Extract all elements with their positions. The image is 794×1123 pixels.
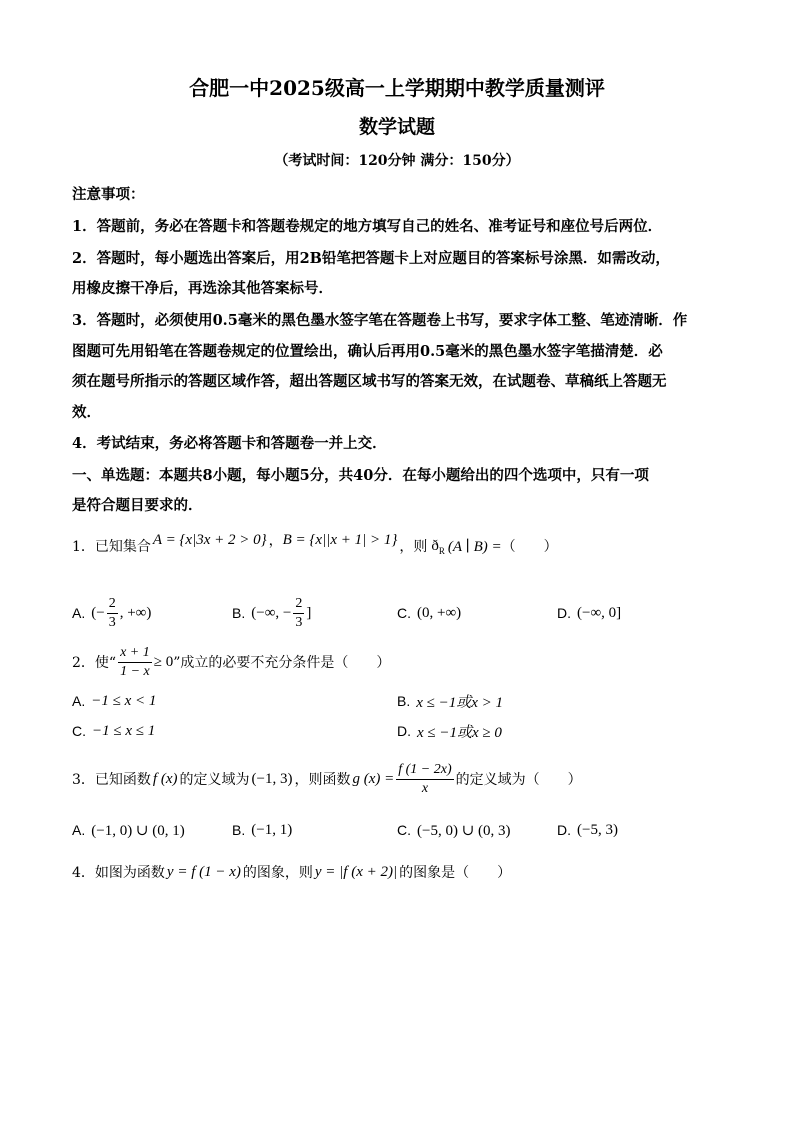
- complement-subscript: R: [438, 546, 445, 556]
- q2-option-d[interactable]: [397, 720, 502, 742]
- option-suffix: , +∞): [119, 604, 152, 621]
- option-value: x ≤ −1或x ≥ 0: [417, 724, 502, 741]
- option-label: A.: [72, 822, 86, 838]
- fraction-numerator: x + 1: [118, 645, 152, 663]
- exam-info: （考试时间：120分钟 满分：150分）: [274, 153, 520, 169]
- q2-option-b[interactable]: [397, 690, 503, 712]
- subject-title: 数学试题: [358, 116, 435, 138]
- q3-option-d[interactable]: [557, 818, 618, 842]
- notice-item: 3．答题时，必须使用0.5毫米的黑色墨水签字笔在答题卷上书写，要求字体工整、笔迹清晰．作: [72, 312, 688, 329]
- q1-option-a[interactable]: [72, 593, 151, 633]
- option-value: (−1, 1): [251, 821, 293, 838]
- question-1: [72, 532, 558, 560]
- option-prefix: (−: [91, 604, 105, 621]
- option-value: −1 ≤ x < 1: [91, 692, 157, 709]
- option-value: (0, +∞): [417, 604, 462, 621]
- notice-item: 须在题号所指示的答题区域作答，超出答题区域书写的答案无效，在试题卷、草稿纸上答题无: [72, 373, 667, 390]
- notice-item: 1．答题前，务必在答题卡和答题卷规定的地方填写自己的姓名、准考证号和座位号后两位．: [72, 218, 663, 235]
- question-number: 1．: [72, 539, 95, 555]
- question-number: 3．: [72, 772, 95, 788]
- fraction-numerator: 2: [107, 596, 118, 614]
- question-4: [72, 860, 511, 884]
- answer-paren: （ ）: [501, 539, 558, 555]
- option-label: C.: [397, 605, 411, 621]
- inequality: ≥ 0: [153, 653, 174, 670]
- function-g-fraction: [396, 762, 453, 797]
- question-number: 2．: [72, 655, 95, 671]
- function-y-f: y = f (1 − x): [166, 863, 241, 880]
- option-value: x ≤ −1或x > 1: [416, 694, 504, 711]
- question-text: ，则: [399, 539, 428, 555]
- question-text: 的定义域为（ ）: [455, 772, 582, 788]
- fraction-denominator: 3: [108, 614, 116, 630]
- set-b: B = {x||x + 1| > 1}: [282, 531, 398, 548]
- q3-option-a[interactable]: [72, 818, 185, 842]
- option-suffix: ]: [306, 604, 312, 621]
- option-label: B.: [397, 693, 411, 709]
- question-text: ”成立的必要不充分条件是（ ）: [173, 655, 391, 671]
- question-text: 已知集合: [94, 539, 151, 555]
- section-heading-line1: 一、单选题：本题共8小题，每小题5分，共40分．在每小题给出的四个选项中，只有一项: [72, 467, 649, 484]
- question-3: [72, 758, 582, 800]
- question-text: 已知函数: [94, 772, 151, 788]
- option-label: B.: [232, 605, 246, 621]
- comma: ，: [268, 533, 283, 549]
- question-number: 4．: [72, 865, 95, 881]
- q1-option-b[interactable]: [232, 593, 311, 633]
- notice-item: 图题可先用铅笔在答题卷规定的位置绘出，确认后再用0.5毫米的黑色墨水签字笔描清楚．必: [72, 343, 663, 360]
- question-text: ，则函数: [294, 772, 351, 788]
- section-heading-line2: 是符合题目要求的．: [72, 497, 203, 514]
- set-a: A = {x|3x + 2 > 0}: [152, 531, 267, 548]
- option-label: A.: [72, 693, 86, 709]
- fraction-denominator: 3: [295, 614, 303, 630]
- fraction-numerator: 2: [293, 596, 304, 614]
- question-text: 的定义域为: [179, 772, 250, 788]
- notice-item: 效．: [72, 404, 101, 421]
- question-2: [72, 642, 390, 682]
- option-fraction: [107, 596, 118, 631]
- q1-option-c[interactable]: [397, 593, 461, 633]
- option-label: C.: [72, 723, 86, 739]
- option-value: −1 ≤ x ≤ 1: [92, 722, 156, 739]
- question-text: 的图象是（ ）: [399, 865, 512, 881]
- option-label: D.: [557, 822, 571, 838]
- q3-option-c[interactable]: [397, 818, 511, 842]
- q2-option-a[interactable]: [72, 690, 156, 712]
- function-g: g (x) =: [352, 770, 395, 787]
- question-text: 如图为函数: [94, 865, 165, 881]
- option-fraction: [293, 596, 304, 631]
- option-value: (−∞, 0]: [577, 604, 622, 621]
- condition-fraction: [118, 645, 152, 680]
- notice-heading: 注意事项：: [72, 186, 145, 203]
- complement-symbol: ð: [431, 537, 439, 554]
- question-text: 使“: [94, 655, 117, 671]
- option-label: D.: [397, 723, 411, 739]
- exam-title: 合肥一中2025级高一上学期期中教学质量测评: [189, 76, 605, 100]
- fraction-denominator: 1 − x: [120, 663, 150, 679]
- function-f: f (x): [152, 770, 178, 787]
- option-prefix: (−∞, −: [251, 604, 292, 621]
- option-value: (−1, 0) ∪ (0, 1): [91, 822, 185, 839]
- fraction-numerator: f (1 − 2x): [396, 762, 453, 780]
- q2-option-c[interactable]: [72, 720, 155, 742]
- fraction-denominator: x: [421, 780, 429, 796]
- notice-item: 用橡皮擦干净后，再选涂其他答案标号．: [72, 280, 333, 297]
- option-value: (−5, 0) ∪ (0, 3): [417, 822, 511, 839]
- option-value: (−5, 3): [577, 821, 618, 838]
- q1-option-d[interactable]: [557, 593, 621, 633]
- option-label: D.: [557, 605, 571, 621]
- question-text: 的图象，则: [242, 865, 313, 881]
- function-y-abs: y = |f (x + 2)|: [314, 863, 398, 880]
- complement-expression: (A ∣ B) =: [447, 538, 502, 555]
- option-label: A.: [72, 605, 86, 621]
- notice-item: 2．答题时，每小题选出答案后，用2B铅笔把答题卡上对应题目的答案标号涂黑．如需改动，: [72, 250, 670, 267]
- option-label: B.: [232, 822, 246, 838]
- option-label: C.: [397, 822, 411, 838]
- notice-item: 4．考试结束，务必将答题卡和答题卷一并上交．: [72, 435, 387, 452]
- domain-interval: (−1, 3): [251, 770, 293, 787]
- q3-option-b[interactable]: [232, 818, 292, 842]
